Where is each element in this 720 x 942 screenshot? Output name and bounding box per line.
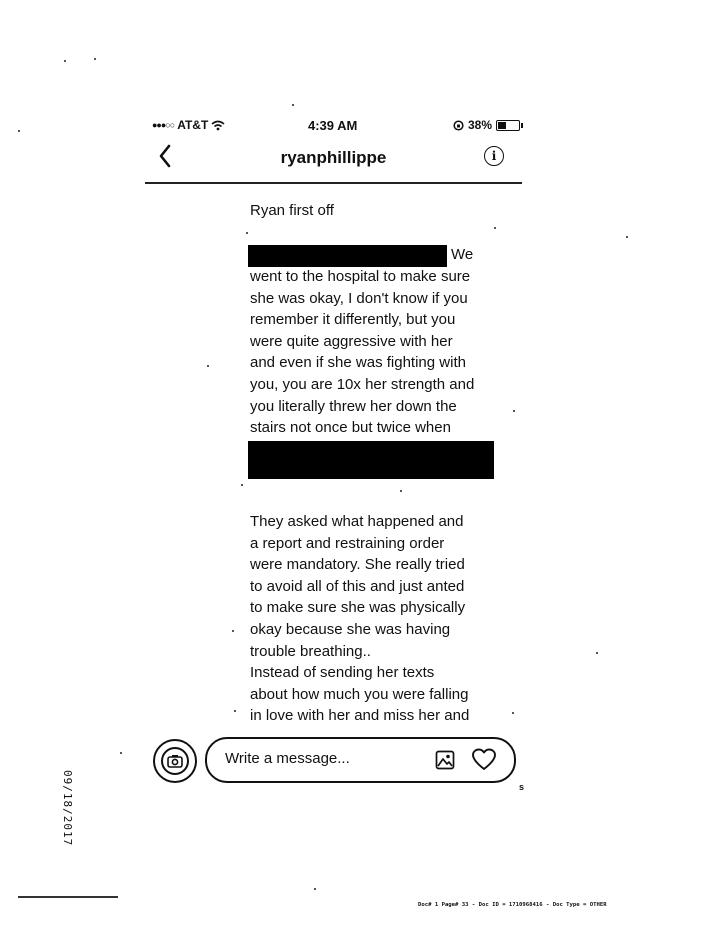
message-line: and even if she was fighting with <box>250 354 466 372</box>
message-line: a report and restraining order <box>250 534 445 552</box>
message-line: she was okay, I don't know if you <box>250 289 468 307</box>
status-time: 4:39 AM <box>308 118 358 133</box>
message-paragraph-2 <box>250 511 512 727</box>
camera-button[interactable] <box>153 739 197 783</box>
message-line: you, you are 10x her strength and <box>250 375 475 393</box>
scan-speck <box>64 60 66 62</box>
stray-mark: s <box>519 782 525 792</box>
scan-speck <box>246 232 248 234</box>
heart-icon[interactable] <box>471 748 497 772</box>
side-date-stamp: 09/18/2017 <box>61 770 74 847</box>
message-line: to avoid all of this and just anted <box>250 577 465 595</box>
message-line: were quite aggressive with her <box>250 332 453 350</box>
message-line: We <box>451 246 474 263</box>
scan-speck <box>596 652 598 654</box>
scan-speck <box>626 236 628 238</box>
conversation-username[interactable]: ryanphillippe <box>280 148 387 167</box>
battery-percent: 38% <box>467 118 492 132</box>
carrier-name: AT&T <box>177 118 209 132</box>
status-bar <box>150 116 522 136</box>
message-paragraph-1 <box>250 266 512 439</box>
camera-icon <box>161 747 189 775</box>
scan-speck <box>207 365 209 367</box>
scan-speck <box>120 752 122 754</box>
scan-speck <box>292 104 294 106</box>
scan-speck <box>234 710 236 712</box>
message-line: in love with her and miss her and <box>250 707 470 725</box>
message-line: were mandatory. She really tried <box>250 556 465 574</box>
redaction-bar <box>248 441 494 479</box>
redaction-bar <box>248 245 447 267</box>
message-line: stairs not once but twice when <box>250 419 451 437</box>
message-line: Ryan first off <box>250 202 334 219</box>
battery-status <box>453 118 520 132</box>
scan-speck <box>94 58 96 60</box>
scan-speck <box>512 712 514 714</box>
signal-strength: ●●●○○ <box>152 120 175 130</box>
message-opening <box>250 200 512 222</box>
message-line: to make sure she was physically <box>250 599 466 617</box>
scan-speck <box>513 410 515 412</box>
message-line: Instead of sending her texts <box>250 664 435 682</box>
scan-speck <box>241 484 243 486</box>
scan-speck <box>314 888 316 890</box>
scan-speck <box>494 227 496 229</box>
scan-speck <box>18 130 20 132</box>
scan-speck <box>232 630 234 632</box>
message-line: trouble breathing.. <box>250 642 371 660</box>
info-icon[interactable]: i <box>484 146 504 166</box>
carrier-info <box>152 118 225 132</box>
message-input-placeholder: Write a message... <box>225 750 350 767</box>
message-line: okay because she was having <box>250 620 451 638</box>
scan-speck <box>400 490 402 492</box>
battery-icon <box>496 120 520 131</box>
orientation-lock-icon <box>453 120 464 131</box>
document-footer: Doc# 1 Page# 33 - Doc ID = 1710968416 - Doc Type = OTHER <box>418 902 607 908</box>
message-line: remember it differently, but you <box>250 311 456 329</box>
message-line: went to the hospital to make sure <box>250 268 471 285</box>
conversation-header <box>145 140 522 184</box>
message-line: you literally threw her down the <box>250 397 457 415</box>
wifi-icon <box>211 120 225 131</box>
message-line: They asked what happened and <box>250 513 464 530</box>
message-input[interactable] <box>205 737 516 783</box>
message-line: about how much you were falling <box>250 685 469 703</box>
footer-rule <box>18 896 118 898</box>
image-icon[interactable] <box>435 750 455 770</box>
